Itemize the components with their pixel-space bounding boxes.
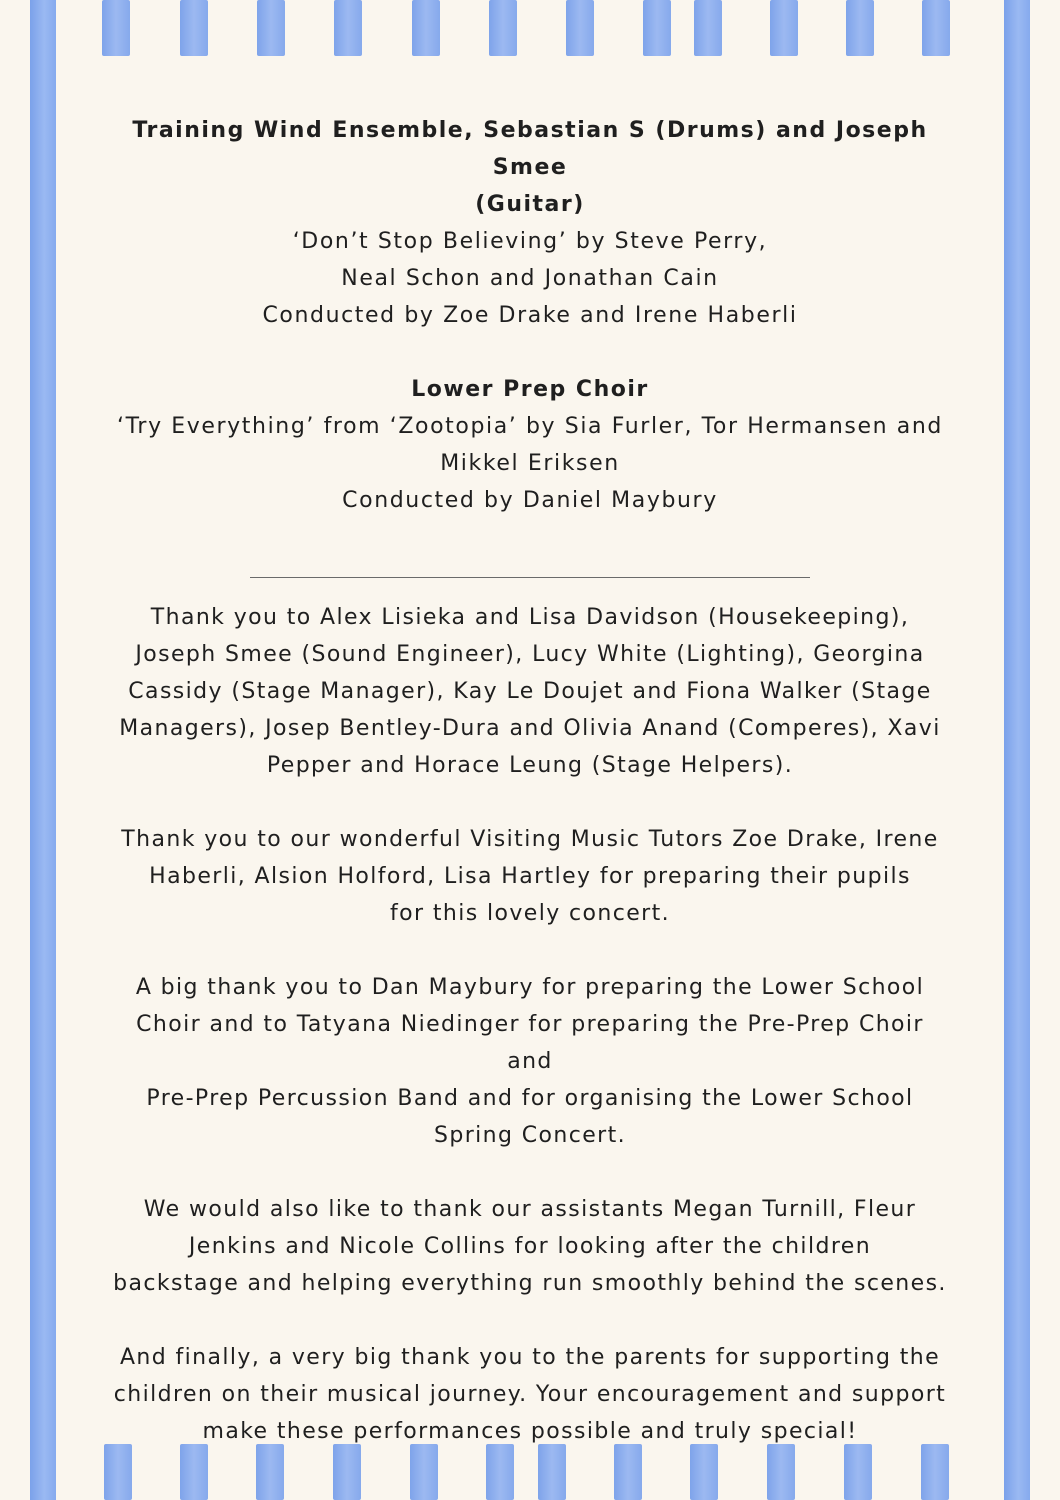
thanks-line: Managers), Josep Bentley-Dura and Olivia Anand (Comperes), Xavi bbox=[119, 716, 941, 741]
stripe bbox=[767, 1444, 795, 1500]
thanks-line: Cassidy (Stage Manager), Kay Le Doujet and Fiona Walker (Stage bbox=[128, 679, 932, 704]
stripe bbox=[844, 1444, 872, 1500]
stripe bbox=[102, 0, 130, 56]
thanks-line: Spring Concert. bbox=[433, 1123, 627, 1148]
spacer bbox=[95, 1302, 965, 1339]
item-conductor: Conducted by Zoe Drake and Irene Haberli bbox=[262, 303, 798, 328]
stripe bbox=[770, 0, 798, 56]
thanks-paragraph bbox=[95, 599, 965, 784]
right-border-stripe bbox=[1004, 0, 1030, 1500]
thanks-line: and bbox=[507, 1049, 553, 1074]
spacer bbox=[95, 932, 965, 969]
stripe bbox=[846, 0, 874, 56]
thanks-paragraph bbox=[95, 969, 965, 1154]
item-line: ‘Don’t Stop Believing’ by Steve Perry, bbox=[292, 229, 768, 254]
stripe bbox=[180, 0, 208, 56]
stripe bbox=[334, 0, 362, 56]
thanks-line: Pre-Prep Percussion Band and for organising the Lower School bbox=[146, 1086, 914, 1111]
stripe bbox=[333, 1444, 361, 1500]
stripe bbox=[922, 0, 950, 56]
item-heading: Training Wind Ensemble, Sebastian S (Drums) and Joseph Smee bbox=[132, 118, 928, 180]
thanks-paragraph bbox=[95, 1191, 965, 1302]
thanks-line: A big thank you to Dan Maybury for preparing the Lower School bbox=[135, 975, 925, 1000]
thanks-paragraph bbox=[95, 1339, 965, 1450]
stripe bbox=[412, 0, 440, 56]
spacer bbox=[95, 1154, 965, 1191]
thanks-paragraph bbox=[95, 821, 965, 932]
thanks-line: children on their musical journey. Your encouragement and support bbox=[113, 1382, 947, 1407]
thanks-line: Jenkins and Nicole Collins for looking after the children bbox=[188, 1234, 872, 1259]
stripe bbox=[694, 0, 722, 56]
spacer bbox=[95, 519, 965, 567]
stripe bbox=[257, 0, 285, 56]
stripe bbox=[180, 1444, 208, 1500]
programme-content bbox=[95, 112, 965, 1450]
stripe bbox=[538, 1444, 566, 1500]
stripe bbox=[410, 1444, 438, 1500]
item-heading-continued: (Guitar) bbox=[475, 192, 585, 217]
stripe bbox=[921, 1444, 949, 1500]
thanks-line: backstage and helping everything run smoothly behind the scenes. bbox=[113, 1271, 947, 1296]
item-heading: Lower Prep Choir bbox=[411, 377, 649, 402]
section-divider bbox=[250, 577, 810, 579]
item-conductor: Conducted by Daniel Maybury bbox=[342, 488, 718, 513]
programme-item bbox=[95, 112, 965, 334]
stripe bbox=[690, 1444, 718, 1500]
bottom-stripe-border bbox=[0, 1444, 1060, 1500]
stripe bbox=[614, 1444, 642, 1500]
top-stripe-border bbox=[0, 0, 1060, 56]
thanks-line: Choir and to Tatyana Niedinger for preparing the Pre-Prep Choir bbox=[136, 1012, 924, 1037]
item-line: Neal Schon and Jonathan Cain bbox=[341, 266, 719, 291]
spacer bbox=[95, 784, 965, 821]
thanks-line: Pepper and Horace Leung (Stage Helpers). bbox=[266, 753, 794, 778]
programme-item bbox=[95, 371, 965, 519]
thanks-line: Joseph Smee (Sound Engineer), Lucy White (Lighting), Georgina bbox=[135, 642, 925, 667]
stripe bbox=[643, 0, 671, 56]
stripe bbox=[566, 0, 594, 56]
left-border-stripe bbox=[30, 0, 56, 1500]
thanks-line: Thank you to our wonderful Visiting Music Tutors Zoe Drake, Irene bbox=[121, 827, 939, 852]
thanks-line: Haberli, Alsion Holford, Lisa Hartley for preparing their pupils bbox=[149, 864, 911, 889]
thanks-line: We would also like to thank our assistants Megan Turnill, Fleur bbox=[143, 1197, 917, 1222]
spacer bbox=[95, 334, 965, 371]
thanks-line: And finally, a very big thank you to the parents for supporting the bbox=[119, 1345, 941, 1370]
item-line: ‘Try Everything’ from ‘Zootopia’ by Sia Furler, Tor Hermansen and bbox=[117, 414, 943, 439]
item-line: Mikkel Eriksen bbox=[440, 451, 620, 476]
thanks-line: make these performances possible and truly special! bbox=[202, 1419, 858, 1444]
stripe bbox=[489, 0, 517, 56]
thanks-line: Thank you to Alex Lisieka and Lisa Davidson (Housekeeping), bbox=[150, 605, 910, 630]
thanks-line: for this lovely concert. bbox=[389, 901, 671, 926]
stripe bbox=[104, 1444, 132, 1500]
stripe bbox=[486, 1444, 514, 1500]
stripe bbox=[256, 1444, 284, 1500]
